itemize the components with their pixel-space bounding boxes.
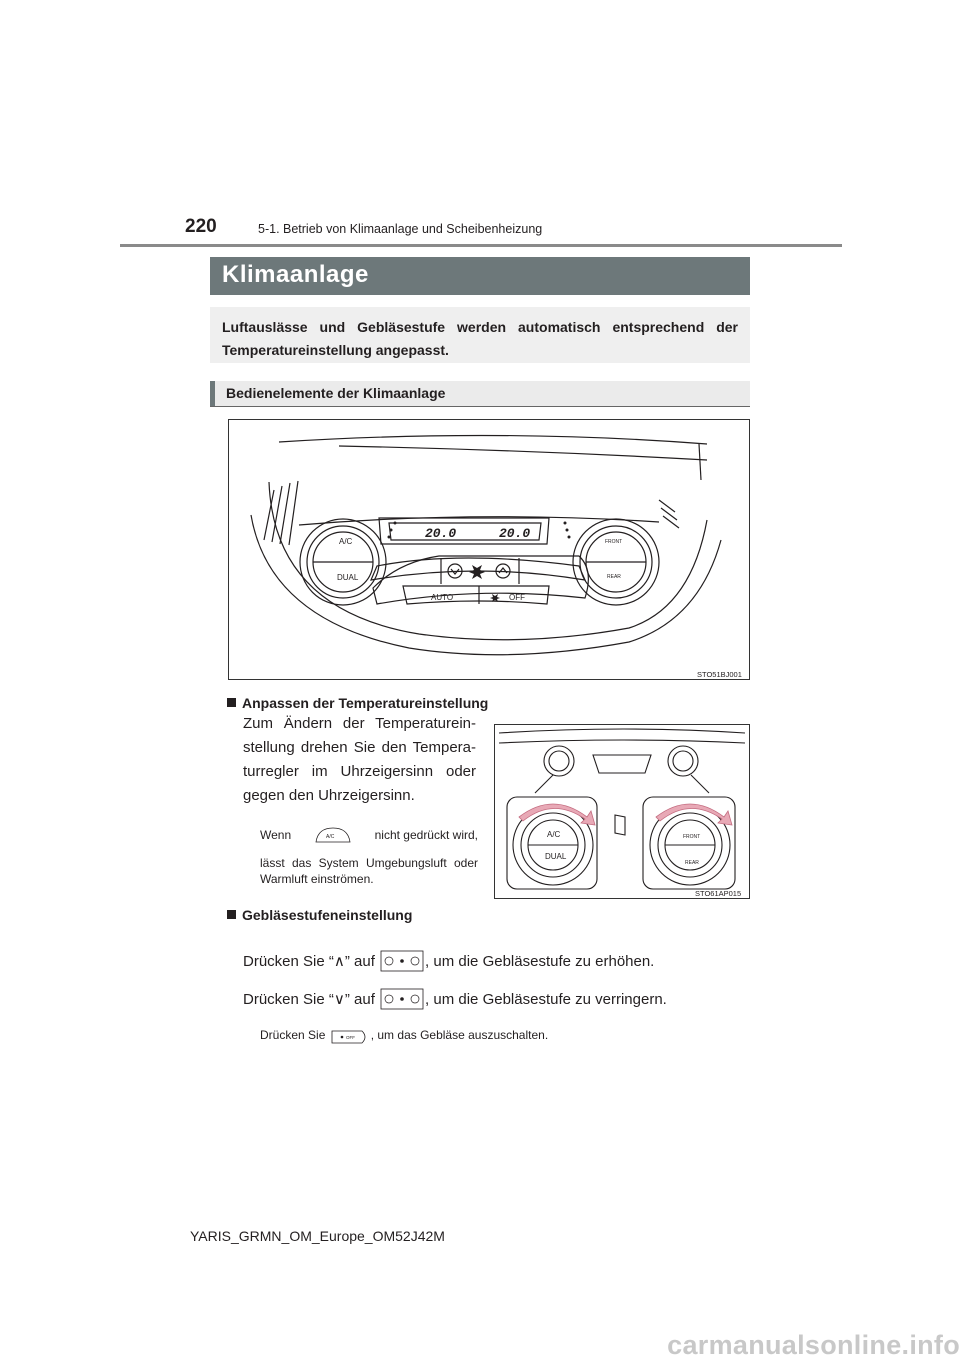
knob-rotation-illustration <box>495 725 749 898</box>
section-heading-text: Bedienelemente der Klimaanlage <box>226 385 446 401</box>
fan-speed-button-icon <box>380 950 424 972</box>
section-marker <box>210 381 215 406</box>
dual-button-label: DUAL <box>337 573 359 582</box>
climate-panel-illustration <box>229 420 749 679</box>
title-bar <box>210 257 750 295</box>
temperature-knob-figure <box>494 724 750 899</box>
display-temp-left: 20.0 <box>425 526 457 541</box>
temperature-heading: Anpassen der Temperatureinstellung <box>227 695 488 711</box>
figure-code: STO61AP015 <box>695 889 742 898</box>
bullet-square <box>227 910 236 919</box>
front-button-label: FRONT <box>605 539 623 545</box>
intro-box <box>210 307 750 363</box>
auto-button-label: AUTO <box>431 593 454 602</box>
knob-dual-label: DUAL <box>545 852 567 861</box>
ac-button-icon <box>314 826 352 844</box>
fan-increase-instruction: Drücken Sie “∧” auf , um die Gebläsestufe zu erhöhen. <box>243 950 654 972</box>
rear-button-label: REAR <box>607 574 621 580</box>
knob-front-label: FRONT <box>683 834 701 840</box>
fan-decrease-instruction: Drücken Sie “∨” auf , um die Gebläsestufe zu verringern. <box>243 988 667 1010</box>
bullet-square <box>227 698 236 707</box>
ac-button-label: A/C <box>339 537 353 546</box>
fan-heading: Gebläsestufeneinstellung <box>227 907 412 923</box>
figure-code: STO51BJ001 <box>697 670 742 679</box>
svg-text:OFF: OFF <box>345 1035 355 1040</box>
display-temp-right: 20.0 <box>499 526 531 541</box>
intro-text: Luftauslässe und Gebläsestufe werden automatisch entsprechend der Temperatureinstellung angepasst. <box>222 319 738 358</box>
svg-text:A/C: A/C <box>325 834 335 840</box>
watermark: carmanualsonline.info <box>667 1330 960 1358</box>
fan-off-instruction: Drücken Sie OFF , um das Gebläse auszuschalten. <box>260 1028 548 1045</box>
climate-panel-figure <box>228 419 750 680</box>
fan-speed-button-icon <box>380 988 424 1010</box>
section-heading <box>210 381 750 407</box>
temperature-instructions: Zum Ändern der Temperaturein-stellung drehen Sie den Tempera-turregler im Uhrzeigersinn oder gegen den Uhrzeigersinn. <box>243 715 476 804</box>
header-rule <box>120 244 842 247</box>
chapter-header: 5-1. Betrieb von Klimaanlage und Scheibenheizung <box>258 222 543 236</box>
knob-rear-label: REAR <box>685 860 699 866</box>
temperature-note: Wenn A/C nicht gedrückt wird, lässt das System Umgebungsluft oder Warmluft einströmen. <box>260 828 478 886</box>
knob-ac-label: A/C <box>547 830 561 839</box>
off-button-label: OFF <box>509 593 525 602</box>
fan-off-button-icon <box>330 1029 370 1045</box>
page-number: 220 <box>185 216 217 237</box>
page-title: Klimaanlage <box>222 261 369 288</box>
document-footer: YARIS_GRMN_OM_Europe_OM52J42M <box>190 1228 445 1244</box>
